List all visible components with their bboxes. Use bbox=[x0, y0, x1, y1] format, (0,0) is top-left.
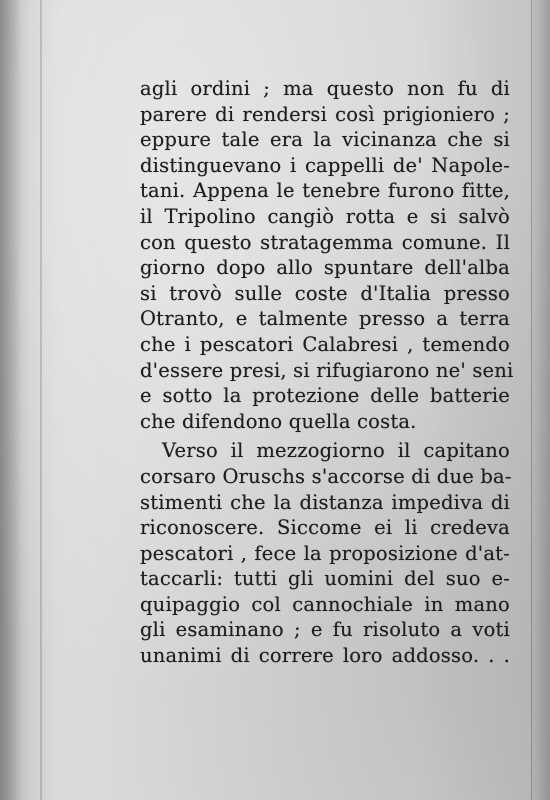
text-line: Otranto, e talmente presso a terra bbox=[140, 307, 510, 331]
text-line: corsaro Oruschs s'accorse di due ba- bbox=[140, 464, 512, 488]
text-line: distinguevano i cappelli de' Napole- bbox=[140, 153, 510, 177]
page-right-edge bbox=[531, 0, 532, 800]
text-line: d'essere presi, si rifugiarono ne' seni bbox=[140, 358, 514, 382]
text-line: giorno dopo allo spuntare dell'alba bbox=[140, 256, 510, 280]
paragraph-1 bbox=[140, 76, 514, 434]
paragraph-2 bbox=[140, 438, 510, 668]
text-line: agli ordini ; ma questo non fu di bbox=[140, 77, 510, 100]
text-line: con questo stratagemma comune. Il bbox=[140, 230, 510, 254]
page-gutter-shadow bbox=[0, 0, 22, 800]
text-line: riconoscere. Siccome ei li credeva bbox=[140, 516, 510, 540]
text-line: quipaggio col cannochiale in mano bbox=[140, 592, 510, 616]
text-line: stimenti che la distanza impediva di bbox=[140, 490, 510, 514]
text-line: pescatori , fece la proposizione d'at- bbox=[140, 541, 510, 565]
text-line: si trovò sulle coste d'Italia presso bbox=[140, 281, 510, 305]
text-line: Verso il mezzogiorno il capitano bbox=[162, 439, 510, 463]
text-line: taccarli: tutti gli uomini del suo e- bbox=[140, 567, 510, 591]
text-line: e sotto la protezione delle batterie bbox=[140, 384, 510, 408]
text-line: il Tripolino cangiò rotta e si salvò bbox=[140, 204, 510, 228]
text-line: che i pescatori Calabresi , temendo bbox=[140, 332, 510, 356]
body-text bbox=[140, 76, 514, 669]
text-line: tani. Appena le tenebre furono fitte, bbox=[140, 179, 510, 203]
page-crease bbox=[40, 0, 42, 800]
text-line: gli esaminano ; e fu risoluto a voti bbox=[140, 618, 510, 642]
text-line: parere di rendersi così prigioniero ; bbox=[140, 102, 510, 126]
text-line: che difendono quella costa. bbox=[140, 409, 417, 433]
text-line: eppure tale era la vicinanza che si bbox=[140, 128, 510, 152]
text-line: unanimi di correre loro addosso. . . bbox=[140, 644, 510, 668]
